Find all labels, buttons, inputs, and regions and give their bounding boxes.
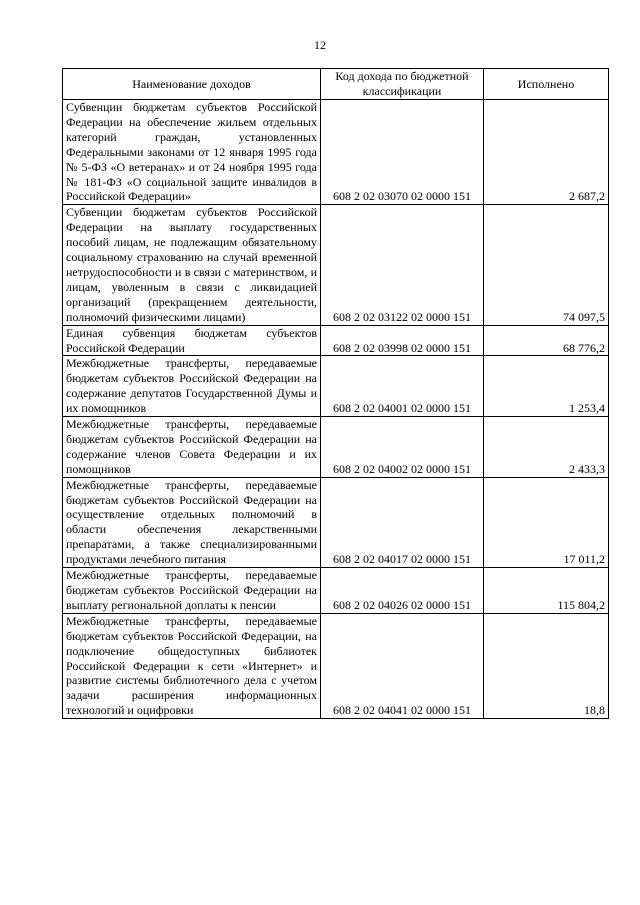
table-row xyxy=(63,477,609,567)
executed-value-cell: 115 804,2 xyxy=(484,568,609,614)
revenue-name-cell: Межбюджетные трансферты, передаваемые бюджетам субъектов Российской Федерации на осуществление отдельных полномочий в области обеспечения лекарственными препаратами, а также специализированными продуктами лечебного питания xyxy=(63,477,321,567)
revenue-code-cell: 608 2 02 03070 02 0000 151 xyxy=(321,100,484,205)
executed-value-cell: 17 011,2 xyxy=(484,477,609,567)
revenue-code-cell: 608 2 02 04026 02 0000 151 xyxy=(321,568,484,614)
revenue-name-cell: Межбюджетные трансферты, передаваемые бюджетам субъектов Российской Федерации на выплату региональной доплаты к пенсии xyxy=(63,568,321,614)
header-revenue-code: Код дохода по бюджетной классификации xyxy=(321,69,484,100)
executed-value-cell: 1 253,4 xyxy=(484,356,609,417)
executed-value-cell: 68 776,2 xyxy=(484,325,609,356)
executed-value-cell: 74 097,5 xyxy=(484,205,609,325)
header-executed: Исполнено xyxy=(484,69,609,100)
revenue-name-cell: Единая субвенция бюджетам субъектов Российской Федерации xyxy=(63,325,321,356)
page-number: 12 xyxy=(314,38,326,52)
revenue-table xyxy=(62,68,609,719)
table-header-row xyxy=(63,69,609,100)
table-row xyxy=(63,568,609,614)
revenue-name-cell: Межбюджетные трансферты, передаваемые бюджетам субъектов Российской Федерации на содержание членов Совета Федерации и их помощников xyxy=(63,417,321,478)
revenue-code-cell: 608 2 02 04001 02 0000 151 xyxy=(321,356,484,417)
table-row xyxy=(63,100,609,205)
table-row xyxy=(63,205,609,325)
revenue-code-cell: 608 2 02 04041 02 0000 151 xyxy=(321,613,484,718)
table-row xyxy=(63,613,609,718)
table-row xyxy=(63,356,609,417)
revenue-name-cell: Субвенции бюджетам субъектов Российской Федерации на обеспечение жильем отдельных категорий граждан, установленных Федеральными законами от 12 января 1995 года № 5-ФЗ «О ветеранах» и от 24 ноября 1995 года № 181-ФЗ «О социальной защите инвалидов в Российской Федерации» xyxy=(63,100,321,205)
revenue-name-cell: Межбюджетные трансферты, передаваемые бюджетам субъектов Российской Федерации, на подключение общедоступных библиотек Российской Федерации к сети «Интернет» и развитие системы библиотечного дела с учетом задачи расширения информационных технологий и оцифровки xyxy=(63,613,321,718)
table-row xyxy=(63,417,609,478)
executed-value-cell: 18,8 xyxy=(484,613,609,718)
revenue-name-cell: Межбюджетные трансферты, передаваемые бюджетам субъектов Российской Федерации на содержание депутатов Государственной Думы и их помощников xyxy=(63,356,321,417)
revenue-code-cell: 608 2 02 04002 02 0000 151 xyxy=(321,417,484,478)
revenue-code-cell: 608 2 02 03998 02 0000 151 xyxy=(321,325,484,356)
executed-value-cell: 2 687,2 xyxy=(484,100,609,205)
revenue-code-cell: 608 2 02 04017 02 0000 151 xyxy=(321,477,484,567)
revenue-name-cell: Субвенции бюджетам субъектов Российской Федерации на выплату государственных пособий лицам, не подлежащим обязательному социальному страхованию на случай временной нетрудоспособности и в связи с материнством, и лицам, уволенным в связи с ликвидацией организаций (прекращением деятельности, полномочий физическими лицами) xyxy=(63,205,321,325)
executed-value-cell: 2 433,3 xyxy=(484,417,609,478)
revenue-code-cell: 608 2 02 03122 02 0000 151 xyxy=(321,205,484,325)
header-revenue-name: Наименование доходов xyxy=(63,69,321,100)
table-row xyxy=(63,325,609,356)
